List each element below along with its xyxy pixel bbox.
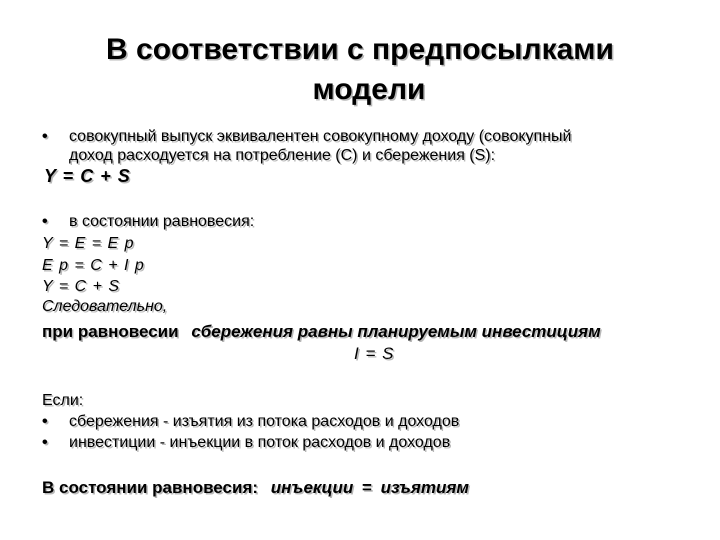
statement-lead: при равновесии (42, 322, 179, 341)
equation-2: E p = C + I p (42, 257, 145, 274)
final-italic-1: инъекции (270, 478, 354, 497)
savings-text: сбережения - изъятия из потока расходов и доходов (69, 413, 460, 430)
slide-title (0, 30, 720, 110)
formula-y-c-s: Y = C + S (44, 166, 131, 186)
final-lead: В состоянии равновесия: (42, 478, 259, 497)
conclusion-text: Следовательно, (42, 298, 168, 315)
final-statement (42, 478, 469, 497)
investment-text: инвестиции - инъекции в поток расходов и доходов (69, 434, 451, 451)
bullet-marker: • (42, 434, 48, 451)
final-equals: = (362, 478, 372, 497)
title-line-1: В соответствии с предпосылками (106, 33, 614, 66)
bullet-marker: • (42, 213, 48, 230)
equilibrium-statement (42, 322, 601, 341)
formula-i-s: I = S (354, 344, 395, 363)
output-line-1: совокупный выпуск эквивалентен совокупному доходу (совокупный (69, 128, 572, 145)
if-heading: Если: (42, 392, 84, 409)
equation-3: Y = C + S (42, 278, 121, 295)
bullet-marker: • (42, 413, 48, 430)
final-italic-2: изъятиям (380, 478, 470, 497)
equilibrium-label: в состоянии равновесия: (69, 213, 255, 230)
bullet-marker: • (42, 128, 48, 145)
statement-italic: сбережения равны планируемым инвестициям (191, 322, 601, 341)
equation-1: Y = E = E p (42, 235, 135, 252)
title-line-2: модели (312, 73, 426, 106)
output-line-2: доход расходуется на потребление (С) и сбережения (S): (69, 147, 496, 164)
